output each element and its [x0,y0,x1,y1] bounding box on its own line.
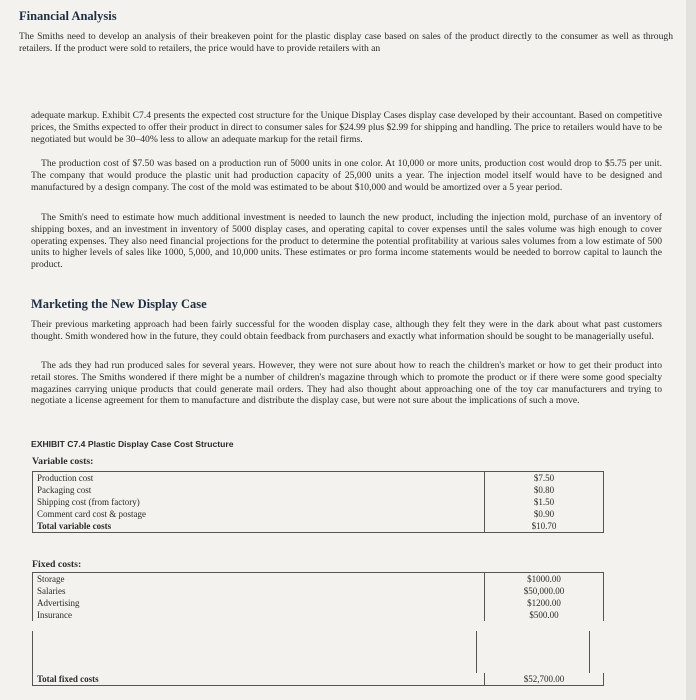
fixed-total-row [33,673,604,686]
fixed-cost-row [33,573,604,586]
variable-cost-value: $1.50 [485,496,604,508]
variable-cost-total-value: $10.70 [485,520,604,533]
page-edge-shadow [686,0,696,700]
variable-cost-name: Shipping cost (from factory) [33,496,485,508]
variable-cost-row [33,508,604,520]
fixed-costs-table [32,572,604,621]
fixed-total-name: Total fixed costs [33,673,485,686]
financial-analysis-heading: Financial Analysis [19,9,117,23]
variable-cost-row [33,484,604,496]
variable-cost-total-name: Total variable costs [33,520,485,533]
variable-cost-value: $0.80 [485,484,604,496]
variable-costs-label: Variable costs: [32,456,94,467]
exhibit-label: EXHIBIT C7.4 [31,439,86,449]
variable-cost-name: Comment card cost & postage [33,508,485,520]
fixed-total-value: $52,700.00 [485,673,604,686]
variable-cost-row [33,496,604,508]
variable-costs-table [32,471,604,533]
variable-cost-value: $0.90 [485,508,604,520]
fixed-cost-row [33,609,604,621]
exhibit-title: Plastic Display Case Cost Structure [87,439,234,449]
marketing-paragraph-2 [31,360,662,407]
variable-cost-name: Production cost [33,472,485,485]
marketing-heading: Marketing the New Display Case [31,297,207,311]
fixed-costs-label: Fixed costs: [32,559,82,570]
financial-paragraph-4 [31,212,662,271]
financial-paragraph-4-text: The Smith's need to estimate how much additional investment is needed to launch the new product, including the injection mold, purchase of an inventory of shipping boxes, and an investment in inventory of 5000 display cases, and operating capital to cover expenses until the sales volume was high enough to cover operating expenses. They also need financial projections for the product to determine the potential profitability at various sales volumes from a low estimate of 500 units to higher levels of sales like 1000, 5,000, and 10,000 units. These estimates or pro forma income statements would be needed to borrow capital to launch the product. [31,212,662,271]
financial-paragraph-1: The Smiths need to develop an analysis of their breakeven point for the plastic display case based on sales of the product directly to the consumer as well as through retailers. If the product were sold to retailers, the price would have to provide retailers with an [19,31,673,54]
fixed-costs-total-table [32,673,604,686]
variable-cost-row [33,472,604,485]
financial-paragraph-3-text: The production cost of $7.50 was based on a production run of 5000 units in one color. At 10,000 or more units, production cost would drop to $5.75 per unit. The company that would produce the plastic unit had production capacity of 25,000 units a year. The injection model itself would have to be designed and manufactured by a design company. The cost of the mold was estimated to be about $10,000 and would be amortized over a 5 year period. [31,158,662,193]
fixed-cost-name: Insurance [33,609,485,621]
fixed-cost-name: Storage [33,573,485,586]
fixed-cost-name: Advertising [33,597,485,609]
marketing-paragraph-2-text: The ads they had run produced sales for several years. However, they were not sure about how to reach the children's market or how to get their product into retail stores. The Smiths wondered if there might be a number of children's magazine through which to promote the product or if there were some good specialty magazines carrying unique products that could generate mail orders. They had also thought about approaching one of the toy car manufacturers and trying to negotiate a license agreement for them to manufacture and distribute the display case, but were not sure about the implications of such a move. [31,360,662,407]
fixed-cost-row [33,597,604,609]
fixed-cost-value: $1200.00 [485,597,604,609]
financial-paragraph-3 [31,158,662,193]
marketing-paragraph-1: Their previous marketing approach had been fairly successful for the wooden display case, although they felt they were in the dark about what past customers thought. Smith wondered how in the future, they could obtain feedback from purchasers and exactly what information should be sought to be managerially useful. [31,319,662,342]
variable-cost-name: Packaging cost [33,484,485,496]
variable-cost-value: $7.50 [485,472,604,485]
fixed-costs-blank-rows [32,631,590,673]
fixed-cost-value: $500.00 [485,609,604,621]
fixed-cost-row [33,585,604,597]
fixed-cost-name: Salaries [33,585,485,597]
fixed-cost-value: $50,000.00 [485,585,604,597]
variable-cost-total-row [33,520,604,533]
fixed-cost-value: $1000.00 [485,573,604,586]
exhibit-caption [31,439,234,449]
financial-paragraph-2: adequate markup. Exhibit C7.4 presents the expected cost structure for the Unique Display Cases display case developed by their accountant. Based on competitive prices, the Smiths expected to offer their product in direct to consumer sales for $24.99 plus $2.99 for shipping and handling. The price to retailers would have to be negotiated but would be 30–40% less to allow an adequate markup for the retail firms. [31,110,662,145]
